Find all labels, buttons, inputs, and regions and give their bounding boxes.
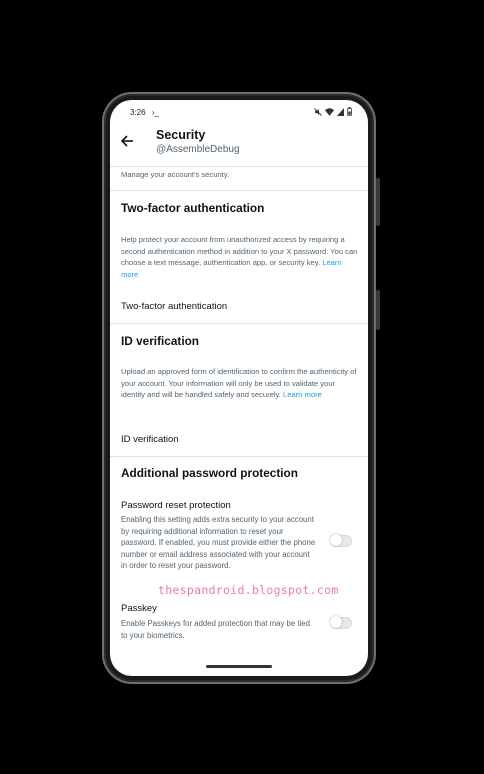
volume-button [376,178,380,226]
divider [110,166,368,167]
passkey-description: Enable Passkeys for added protection that may be tied to your biometrics. [121,619,310,640]
battery-icon [347,107,352,116]
status-icons [314,107,352,116]
gesture-bar[interactable] [206,665,272,668]
app-bar [110,124,368,160]
id-verification-heading: ID verification [121,334,200,348]
terminal-indicator: ›_ [151,108,159,117]
divider [110,323,368,324]
divider [110,190,368,191]
password-reset-protection-description: Enabling this setting adds extra security to your account by requiring additional information to reset your password. If enabled, you must provide either the phone number or email address associated with your account in order to reset your password. [121,515,316,571]
two-factor-learn-more-link[interactable]: Learn more [121,258,342,279]
screen [110,100,368,676]
id-verification-item[interactable]: ID verification [121,434,179,445]
id-verification-learn-more-link[interactable]: Learn more [282,390,322,400]
status-bar [110,100,368,124]
two-factor-description: Help protect your account from unauthorized access by requiring a second authentication method in addition to your X password. You can choose a text message, authentication app, or security key. Learn more [121,235,358,279]
account-handle: @AssembleDebug [156,144,240,155]
two-factor-heading: Two-factor authentication [121,201,265,215]
mute-icon [314,108,322,116]
toggle-knob [330,534,342,546]
passkey-toggle[interactable] [330,617,352,629]
intro-text: Manage your account's security. [121,170,230,179]
divider [110,456,368,457]
id-verification-description: Upload an approved form of identification to confirm the authenticity of your account. Your information will only be used to validate your identity and will be handled safely and securely. Learn more [121,367,357,400]
password-protection-heading: Additional password protection [121,466,298,480]
signal-icon [337,108,344,116]
back-arrow-icon[interactable] [120,134,134,148]
watermark: thespandroid.blogspot.com [158,583,339,597]
status-time: 3:26 ›_ [130,108,159,117]
toggle-knob [330,616,342,628]
passkey-title: Passkey [121,603,157,614]
power-button [376,290,380,330]
password-reset-protection-title: Password reset protection [121,500,231,511]
password-reset-protection-toggle[interactable] [330,535,352,547]
wifi-icon [325,108,334,116]
two-factor-authentication-item[interactable]: Two-factor authentication [121,301,228,312]
page-title: Security [156,128,206,142]
